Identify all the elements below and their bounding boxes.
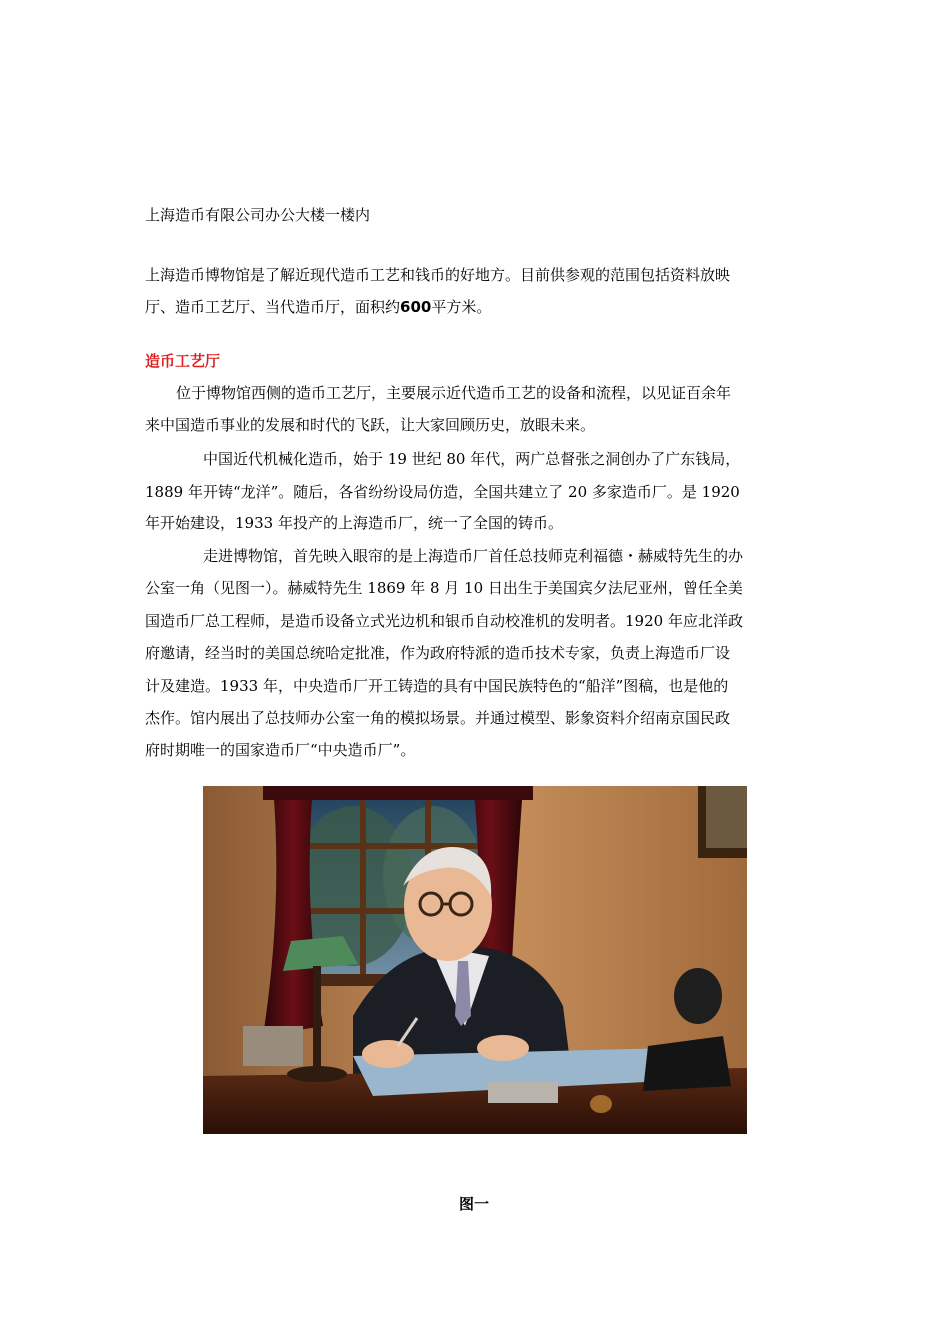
paragraph-line: 来中国造币事业的发展和时代的飞跃，让大家回顾历史，放眼未来。 bbox=[145, 416, 596, 434]
paragraph-line: 府时期唯一的国家造币厂“中央造币厂”。 bbox=[145, 741, 416, 759]
office-diorama-photo bbox=[203, 786, 747, 1134]
intro-line-2 bbox=[145, 296, 491, 317]
intro-text-b: 平方米。 bbox=[431, 298, 492, 316]
location-line: 上海造币有限公司办公大楼一楼内 bbox=[145, 206, 371, 224]
paragraph-line: 府邀请，经当时的美国总统哈定批准，作为政府特派的造币技术专家，负责上海造币厂设 bbox=[145, 644, 731, 662]
paragraph-line: 杰作。馆内展出了总技师办公室一角的模拟场景。并通过模型、影象资料介绍南京国民政 bbox=[145, 709, 731, 727]
paragraph-line: 年开始建设，1933 年投产的上海造币厂，统一了全国的铸币。 bbox=[145, 514, 563, 532]
intro-line-1: 上海造币博物馆是了解近现代造币工艺和钱币的好地方。目前供参观的范围包括资料放映 bbox=[145, 266, 731, 284]
figure-caption: 图一 bbox=[459, 1195, 490, 1213]
area-value: 600 bbox=[400, 298, 432, 316]
intro-text-a: 厅、造币工艺厅、当代造币厅，面积约 bbox=[145, 298, 401, 316]
paragraph-line: 中国近代机械化造币，始于 19 世纪 80 年代，两广总督张之洞创办了广东钱局， bbox=[203, 450, 741, 468]
paragraph-line: 公室一角（见图一）。赫威特先生 1869 年 8 月 10 日出生于美国宾夕法尼亚州，曾任全美 bbox=[145, 579, 743, 597]
paragraph-line: 计及建造。1933 年，中央造币厂开工铸造的具有中国民族特色的“船洋”图稿，也是他的 bbox=[145, 677, 729, 695]
paragraph-line: 国造币厂总工程师，是造币设备立式光边机和银币自动校准机的发明者。1920 年应北洋政 bbox=[145, 612, 743, 630]
paragraph-line: 1889 年开铸“龙洋”。随后，各省纷纷设局仿造，全国共建立了 20 多家造币厂。是 1920 bbox=[145, 483, 740, 501]
section-heading: 造币工艺厅 bbox=[145, 352, 221, 370]
paragraph-line: 位于博物馆西侧的造币工艺厅，主要展示近代造币工艺的设备和流程，以见证百余年 bbox=[176, 384, 732, 402]
paragraph-line: 走进博物馆，首先映入眼帘的是上海造币厂首任总技师克利福德・赫威特先生的办 bbox=[203, 547, 744, 565]
